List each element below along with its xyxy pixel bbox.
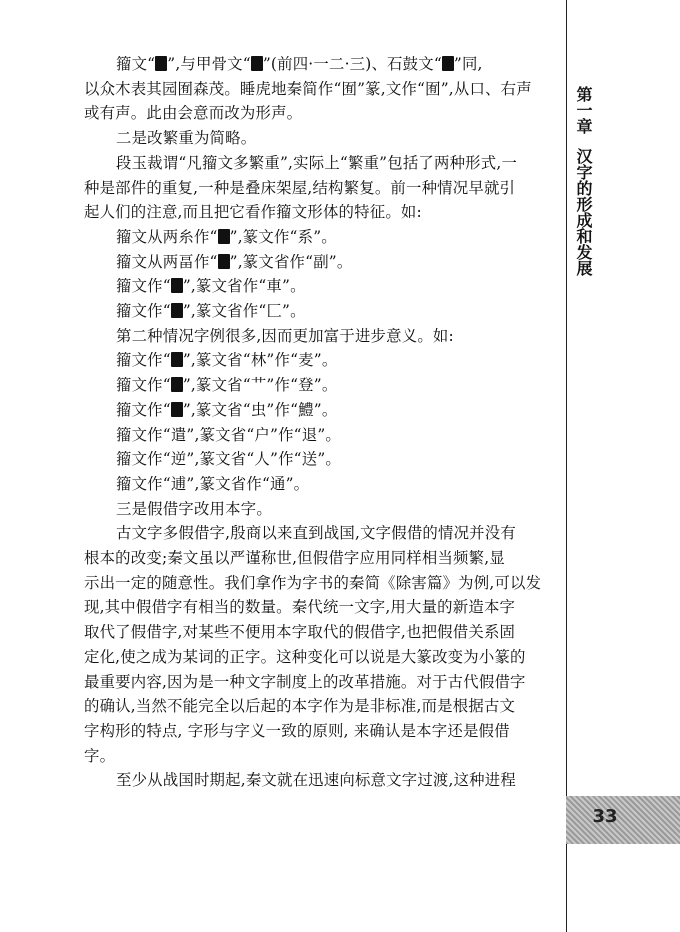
margin-rule (566, 0, 567, 932)
text-line: 段玉裁谓“凡籀文多繁重”,实际上“繁重”包括了两种形式,一 (116, 153, 518, 172)
text-line: 的确认,当然不能完全以后起的本字作为是非标准,而是根据古文 (84, 697, 516, 716)
ancient-glyph (218, 254, 230, 269)
text-line: 籀文“ ”,与甲骨文“ ”(前四·一二·三)、石鼓文“ ”同, (116, 55, 483, 73)
text-line: 籀文作“遣”,篆文省“户”作“退”。 (116, 425, 341, 444)
text-line: 根本的改变;秦文虽以严谨称世,但假借字应用同样相当频繁,显 (84, 549, 505, 568)
ancient-glyph (442, 56, 454, 71)
ancient-glyph (171, 352, 183, 367)
text-line: 示出一定的随意性。我们拿作为字书的秦简《除害篇》为例,可以发 (84, 573, 542, 592)
text-line: 现,其中假借字有相当的数量。秦代统一文字,用大量的新造本字 (84, 598, 516, 617)
text-line: 种是部件的重复,一种是叠床架屋,结构繁复。前一种情况早就引 (84, 178, 516, 197)
ancient-glyph (171, 303, 183, 318)
page-number: 33 (592, 806, 618, 827)
text-line: 第二种情况字例很多,因而更加富于进步意义。如: (116, 326, 454, 345)
text-line: 籀文作“ ”,篆文省作“車”。 (116, 277, 306, 296)
text-line: 籀文作“ ”,篆文省作“匚”。 (116, 302, 306, 321)
text-line: 起人们的注意,而且把它看作籀文形体的特征。如: (84, 203, 422, 222)
text-line: 籀文作“ ”,篆文省“艹”作“登”。 (116, 376, 338, 395)
text-line: 古文字多假借字,殷商以来直到战国,文字假借的情况并没有 (116, 524, 516, 543)
text-line: 籀文作“ ”,篆文省“林”作“麦”。 (116, 351, 338, 370)
text-line: 字构形的特点, 字形与字义一致的原则, 来确认是本字还是假借 (84, 721, 510, 740)
text-line: 最重要内容,因为是一种文字制度上的改革措施。对于古代假借字 (84, 672, 526, 691)
chapter-heading (573, 86, 593, 276)
text-line: 籀文作“逆”,篆文省“人”作“送”。 (116, 450, 341, 469)
text-line: 或有声。此由会意而改为形声。 (84, 104, 303, 123)
text-line: 籀文从两畐作“ ”,篆文省作“副”。 (116, 252, 353, 271)
text-line: 字。 (84, 746, 116, 765)
text-line: 以众木表其园囿森茂。睡虎地秦简作“囿”篆,文作“囿”,从口、右声 (84, 79, 532, 98)
body-text (84, 52, 560, 793)
ancient-glyph (171, 278, 183, 293)
ancient-glyph (155, 56, 167, 71)
text-line: 籀文从两糸作“ ”,篆文作“系”。 (116, 227, 337, 246)
text-line: 取代了假借字,对某些不便用本字取代的假借字,也把假借关系固 (84, 623, 516, 642)
chapter-number: 第一章 (574, 86, 593, 134)
ancient-glyph (251, 56, 263, 71)
text-line: 籀文作“ ”,篆文省“虫”作“鱧”。 (116, 400, 338, 419)
chapter-title: 汉字的形成和发展 (574, 148, 593, 276)
text-line: 定化,使之成为某词的正字。这种变化可以说是大篆改变为小篆的 (84, 647, 526, 666)
text-line: 籀文作“逋”,篆文省作“通”。 (116, 474, 310, 493)
text-line: 至少从战国时期起,秦文就在迅速向标意文字过渡,这种进程 (116, 771, 516, 790)
ancient-glyph (171, 402, 183, 417)
text-line: 三是假借字改用本字。 (116, 499, 272, 518)
text-line: 二是改繁重为简略。 (116, 129, 257, 148)
ancient-glyph (171, 377, 183, 392)
ancient-glyph (218, 229, 230, 244)
